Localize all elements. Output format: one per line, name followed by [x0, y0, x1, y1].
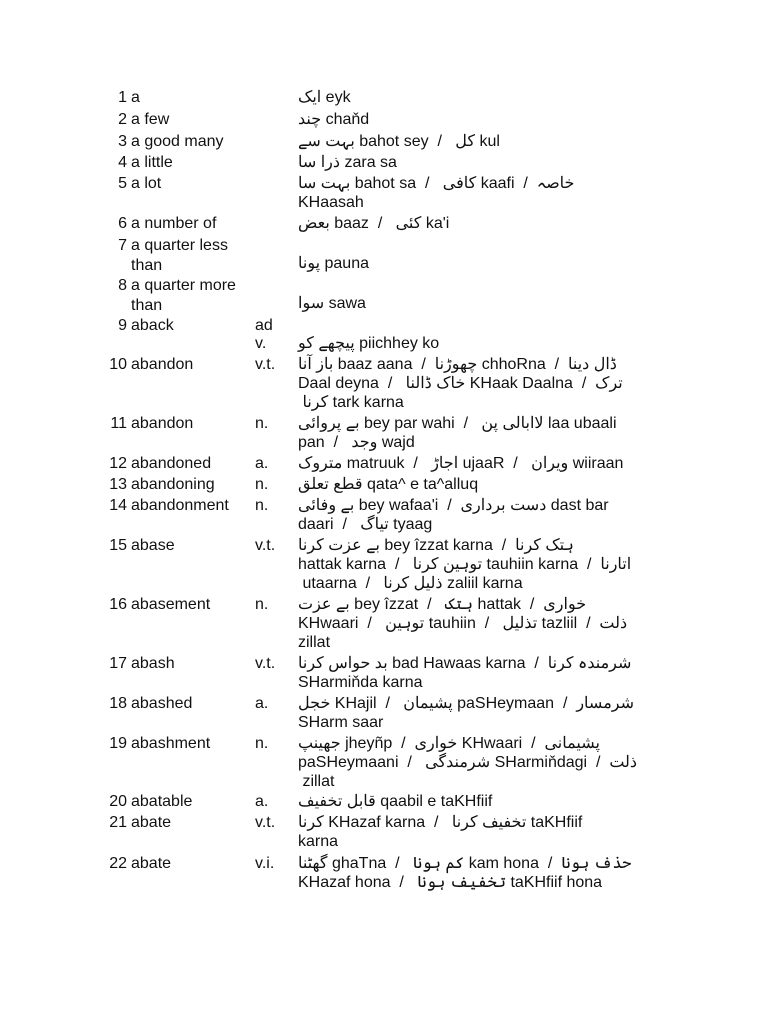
entry-definition: بے وفائی bey wafaa'i / دست برداری dast bar	[298, 497, 609, 514]
entry-definition: Daal deyna / خاک ڈالنا KHaak Daalna / ترک	[298, 375, 623, 393]
entry-definition: zillat	[298, 773, 335, 791]
entry-definition: قطع تعلق qata^ e ta^alluq	[298, 476, 479, 493]
entry-word: a quarter more	[131, 277, 236, 294]
entry-definition: پونا pauna	[298, 255, 369, 272]
entry-number: 17	[109, 655, 127, 672]
entry-definition: بے عزت کرنا bey îzzat karna / ہتک کرنا	[298, 537, 574, 554]
entry-definition: بے عزت bey îzzat / ہتک hattak / خواری	[298, 596, 587, 613]
entry-definition: karna	[298, 833, 339, 851]
entry-part-of-speech: a.	[255, 793, 269, 810]
entry-definition: بہت سے bahot sey / کل kul	[298, 133, 500, 150]
entry-word: abasement	[131, 596, 211, 613]
entry-definition: SHarmiňda karna	[298, 674, 423, 692]
entry-part-of-speech: v.t.	[255, 537, 276, 554]
entry-part-of-speech: ad	[255, 317, 273, 334]
entry-definition: چند chaňd	[298, 111, 370, 128]
entry-definition: pan / وجد wajd	[298, 434, 415, 452]
entry-definition: KHaasah	[298, 194, 364, 212]
entry-word: abatable	[131, 793, 193, 810]
entry-definition: SHarm saar	[298, 714, 384, 732]
entry-definition: خجل KHajil / پشیمان paSHeymaan / شرمسار	[298, 695, 634, 712]
entry-number: 11	[110, 415, 127, 432]
entry-number: 15	[109, 537, 127, 554]
entry-word: abandon	[131, 356, 194, 373]
entry-word: abandoning	[131, 476, 215, 493]
entry-part-of-speech: n.	[255, 735, 269, 752]
entry-number: 10	[109, 356, 127, 373]
entry-part-of-speech: n.	[255, 476, 269, 493]
entry-number: 2	[118, 111, 127, 128]
entry-word: a lot	[131, 175, 162, 192]
entry-number: 5	[118, 175, 127, 192]
entry-part-of-speech: n.	[255, 415, 269, 432]
entry-word: abandonment	[131, 497, 229, 514]
entry-word: abashment	[131, 735, 211, 752]
entry-number: 1	[118, 89, 127, 106]
entry-word: a little	[131, 154, 173, 171]
entry-word: than	[131, 297, 163, 315]
entry-definition: KHwaari / توہین tauhiin / تذلیل tazliil / ذلت	[298, 615, 628, 633]
entry-part-of-speech: v.t.	[255, 814, 276, 831]
entry-number: 20	[109, 793, 127, 810]
entry-word: abandoned	[131, 455, 212, 472]
entry-number: 18	[109, 695, 127, 712]
entry-definition: باز آنا baaz aana / چھوڑنا chhoRna / ڈال دینا	[298, 356, 617, 373]
entry-definition: paSHeymaani / شرمندگی SHarmiňdagi / ذلت	[298, 754, 638, 772]
entry-word: abate	[131, 814, 172, 831]
entry-word: a few	[131, 111, 170, 128]
entry-definition: پیچھے کو piichhey ko	[298, 335, 440, 352]
entry-part-of-speech: v.t.	[255, 655, 276, 672]
entry-definition: ذرا سا zara sa	[298, 154, 397, 171]
entry-definition: ایک eyk	[298, 89, 351, 106]
entry-definition: بعض baaz / کئی ka'i	[298, 215, 450, 232]
entry-part-of-speech: a.	[255, 695, 269, 712]
entry-number: 3	[118, 133, 127, 150]
entry-number: 13	[109, 476, 127, 493]
entry-number: 22	[109, 855, 127, 872]
entry-definition: بہت سا bahot sa / کافی kaafi / خاصہ	[298, 175, 575, 192]
entry-number: 12	[109, 455, 127, 472]
entry-number: 21	[109, 814, 127, 831]
entry-number: 4	[118, 154, 127, 171]
entry-word: a number of	[131, 215, 217, 232]
entry-number: 7	[118, 237, 127, 254]
entry-word: abandon	[131, 415, 194, 432]
entry-word: abash	[131, 655, 175, 672]
entry-word: than	[131, 257, 163, 275]
entry-definition: daari / تیاگ tyaag	[298, 516, 433, 534]
entry-part-of-speech: a.	[255, 455, 269, 472]
entry-word: a	[131, 89, 140, 106]
entry-definition: zillat	[298, 634, 331, 652]
entry-definition: KHazaf hona / تخفیف ہونا taKHfiif hona	[298, 874, 603, 892]
entry-definition: بے پروائی bey par wahi / لاابالی پن laa ubaali	[298, 415, 617, 432]
entry-part-of-speech: v.	[255, 335, 267, 352]
entry-number: 9	[118, 317, 127, 334]
entry-word: abate	[131, 855, 172, 872]
entry-definition: سوا sawa	[298, 295, 366, 312]
entry-definition: کرنا KHazaf karna / تخفیف کرنا taKHfiif	[298, 814, 583, 831]
entry-definition: قابل تخفیف qaabil e taKHfiif	[298, 793, 493, 810]
entry-definition: کرنا tark karna	[298, 394, 404, 412]
entry-word: a quarter less	[131, 237, 228, 254]
entry-number: 19	[109, 735, 127, 752]
entry-definition: گھٹنا ghaTna / کم ہونا kam hona / حذف ہونا	[298, 855, 632, 872]
entry-word: abashed	[131, 695, 193, 712]
entry-definition: جھینپ jheyñp / خواری KHwaari / پشیمانی	[298, 735, 600, 752]
entry-part-of-speech: n.	[255, 596, 269, 613]
entry-word: abase	[131, 537, 175, 554]
entry-part-of-speech: n.	[255, 497, 269, 514]
entry-definition: بد حواس کرنا bad Hawaas karna / شرمندہ کرنا	[298, 655, 632, 672]
entry-definition: utaarna / ذلیل کرنا zaliil karna	[298, 575, 523, 593]
entry-word: a good many	[131, 133, 224, 150]
entry-number: 8	[118, 277, 127, 294]
entry-word: aback	[131, 317, 174, 334]
entry-definition: hattak karna / توہین کرنا tauhiin karna / اتارنا	[298, 556, 632, 574]
entry-number: 6	[118, 215, 127, 232]
entry-definition: متروک matruuk / اجاڑ ujaaR / ویران wiiraan	[298, 455, 624, 472]
entry-number: 14	[109, 497, 127, 514]
entry-number: 16	[109, 596, 127, 613]
entry-part-of-speech: v.t.	[255, 356, 276, 373]
entry-part-of-speech: v.i.	[255, 855, 275, 872]
